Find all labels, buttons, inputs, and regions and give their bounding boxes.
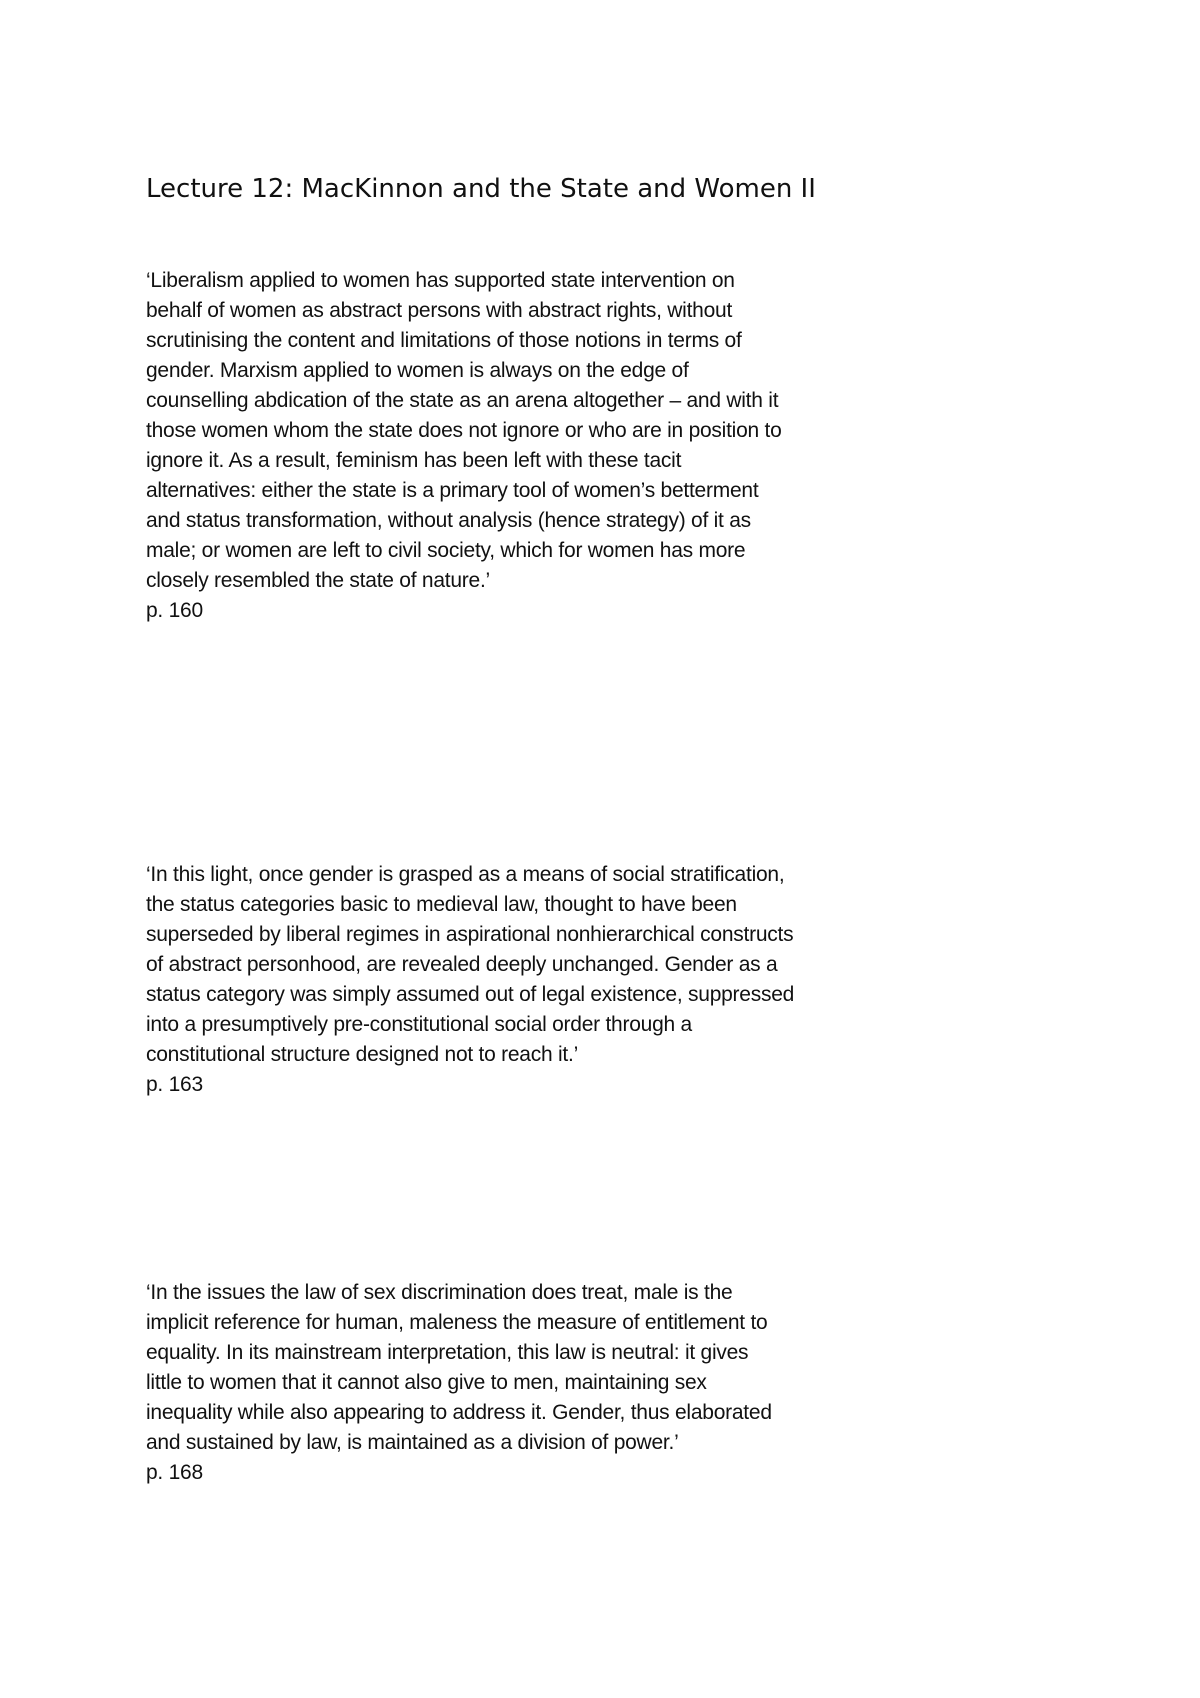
quote-line: and sustained by law, is maintained as a division of power.’ [146,1431,679,1454]
quote-line: and status transformation, without analysis (hence strategy) of it as [146,509,751,532]
quote-line: ignore it. As a result, feminism has been left with these tacit [146,449,682,472]
quote-line: closely resembled the state of nature.’ [146,569,490,592]
quote-block [146,860,906,1100]
quote-line: ‘In this light, once gender is grasped as a means of social stratification, [146,863,785,886]
page-reference: p. 163 [146,1073,203,1096]
quote-line: behalf of women as abstract persons with abstract rights, without [146,299,733,322]
quote-line: scrutinising the content and limitations of those notions in terms of [146,329,742,352]
quote-line: little to women that it cannot also give to men, maintaining sex [146,1371,707,1394]
quote-line: those women whom the state does not ignore or who are in position to [146,419,782,442]
quote-line: the status categories basic to medieval law, thought to have been [146,893,737,916]
quote-line: status category was simply assumed out of legal existence, suppressed [146,983,795,1006]
quote-line: ‘In the issues the law of sex discrimination does treat, male is the [146,1281,733,1304]
quote-block [146,1278,906,1488]
quote-line: male; or women are left to civil society, which for women has more [146,539,746,562]
quote-line: equality. In its mainstream interpretation, this law is neutral: it gives [146,1341,749,1364]
quote-line: constitutional structure designed not to reach it.’ [146,1043,579,1066]
quote-block [146,266,906,626]
quote-line: ‘Liberalism applied to women has supported state intervention on [146,269,735,292]
quote-line: inequality while also appearing to address it. Gender, thus elaborated [146,1401,772,1424]
quote-line: into a presumptively pre-constitutional social order through a [146,1013,692,1036]
quote-line: counselling abdication of the state as an arena altogether – and with it [146,389,779,412]
quote-line: implicit reference for human, maleness the measure of entitlement to [146,1311,768,1334]
page-reference: p. 168 [146,1461,203,1484]
quote-line: superseded by liberal regimes in aspirational nonhierarchical constructs [146,923,794,946]
page-title: Lecture 12: MacKinnon and the State and Women II [146,174,816,204]
quote-line: alternatives: either the state is a primary tool of women’s betterment [146,479,759,502]
page-reference: p. 160 [146,599,203,622]
quote-line: of abstract personhood, are revealed deeply unchanged. Gender as a [146,953,778,976]
quote-line: gender. Marxism applied to women is always on the edge of [146,359,689,382]
